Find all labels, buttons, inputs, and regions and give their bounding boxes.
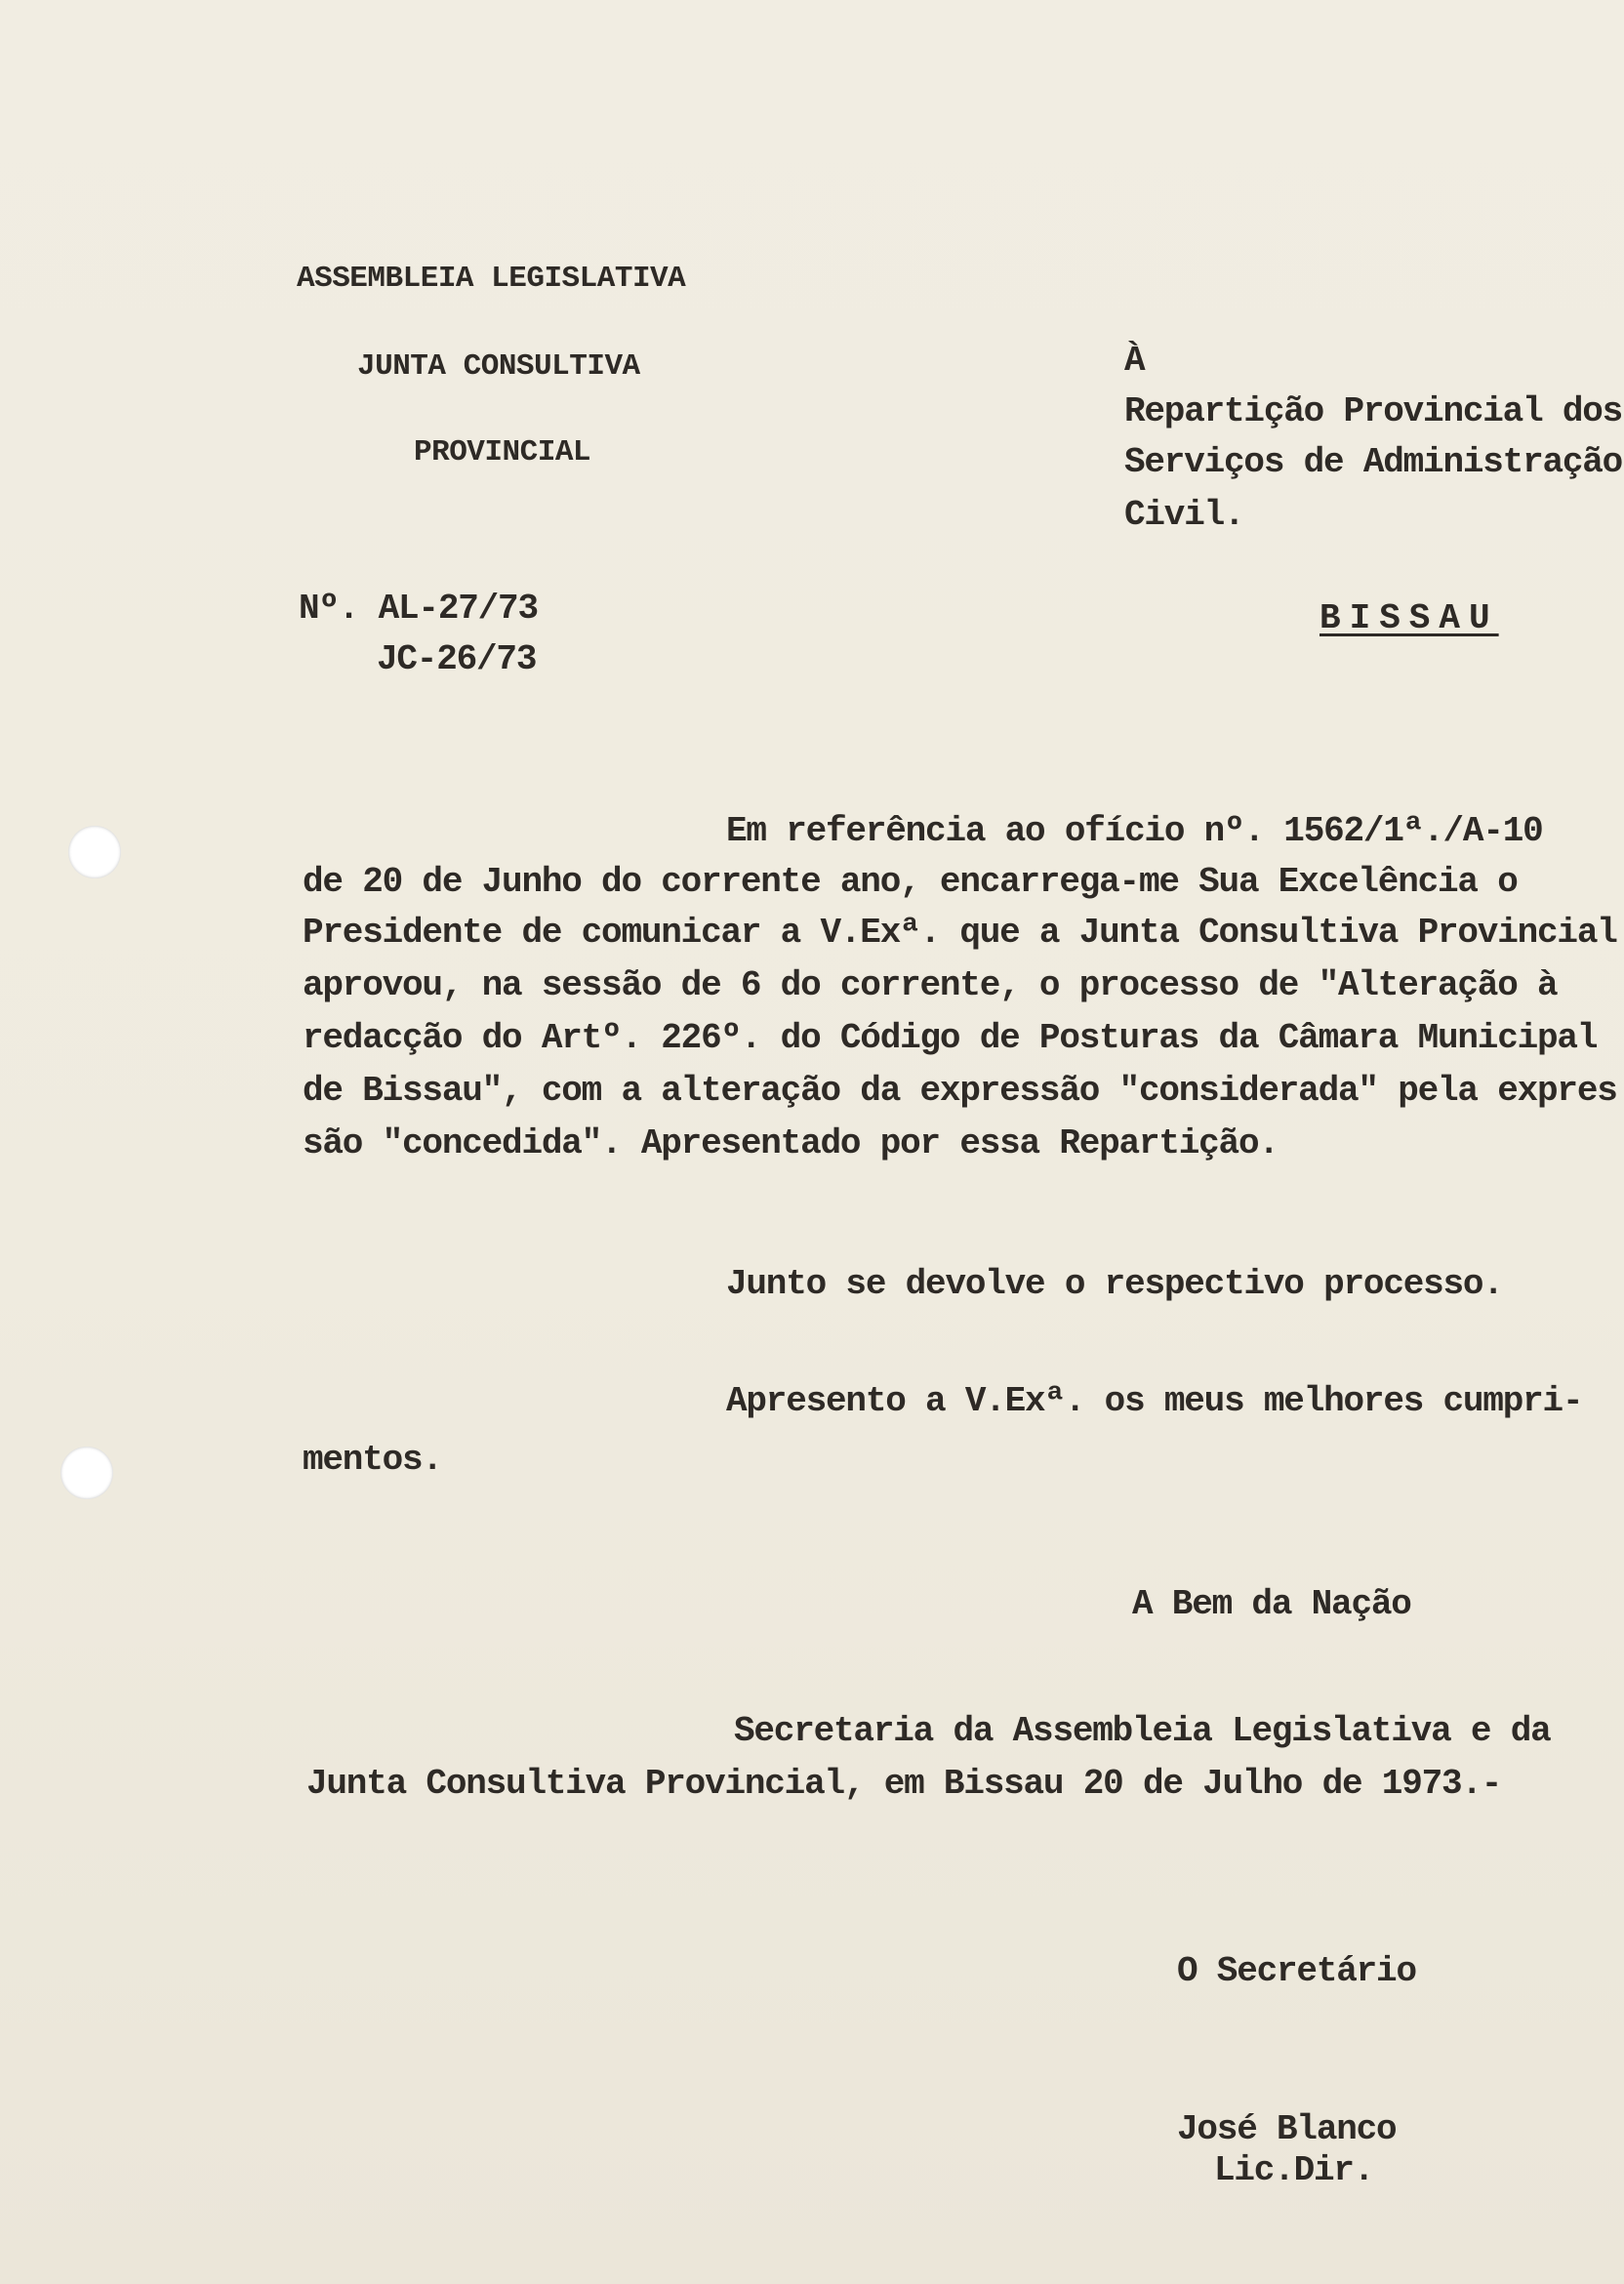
body-line: de Bissau", com a alteração da expressão "considerada" pela expres	[303, 1071, 1617, 1111]
place-line-1: Secretaria da Assembleia Legislativa e da	[734, 1711, 1551, 1751]
body-line: Em referência ao ofício nº. 1562/1ª./A-10	[726, 811, 1543, 851]
addressee-city: BISSAU	[1320, 598, 1499, 638]
body-line: redacção do Artº. 226º. do Código de Posturas da Câmara Municipal	[303, 1018, 1598, 1058]
body-paragraph-2: Junto se devolve o respectivo processo.	[726, 1264, 1503, 1304]
sender-line-2: JUNTA CONSULTIVA	[357, 349, 640, 384]
sender-line-3: PROVINCIAL	[414, 435, 591, 469]
sender-line-1: ASSEMBLEIA LEGISLATIVA	[297, 262, 686, 296]
signatory-role: Lic.Dir.	[1214, 2150, 1374, 2190]
punch-hole	[61, 1447, 113, 1499]
signatory-name: José Blanco	[1177, 2109, 1397, 2149]
addressee-line-2: Serviços de Administração	[1124, 442, 1623, 482]
body-paragraph-3-end: mentos.	[303, 1440, 442, 1480]
reference-number: Nº. AL-27/73	[299, 589, 538, 629]
signatory-title: O Secretário	[1177, 1951, 1416, 1991]
addressee-line-1: Repartição Provincial dos	[1124, 391, 1623, 431]
place-line-2: Junta Consultiva Provincial, em Bissau 20 de Julho de 1973.-	[306, 1764, 1502, 1804]
body-line: de 20 de Junho do corrente ano, encarrega-me Sua Excelência o	[303, 862, 1518, 902]
body-line: são "concedida". Apresentado por essa Repartição.	[303, 1123, 1279, 1163]
body-paragraph-3: Apresento a V.Exª. os meus melhores cumpri-	[726, 1381, 1583, 1421]
reference-number-2: JC-26/73	[377, 639, 537, 679]
addressee-line-3: Civil.	[1124, 495, 1244, 535]
salutation: A Bem da Nação	[1132, 1584, 1411, 1624]
punch-hole	[68, 826, 121, 878]
body-line: Presidente de comunicar a V.Exª. que a Junta Consultiva Provincial	[303, 913, 1617, 953]
addressee-prefix: À	[1124, 341, 1145, 381]
body-line: aprovou, na sessão de 6 do corrente, o processo de "Alteração à	[303, 965, 1558, 1005]
